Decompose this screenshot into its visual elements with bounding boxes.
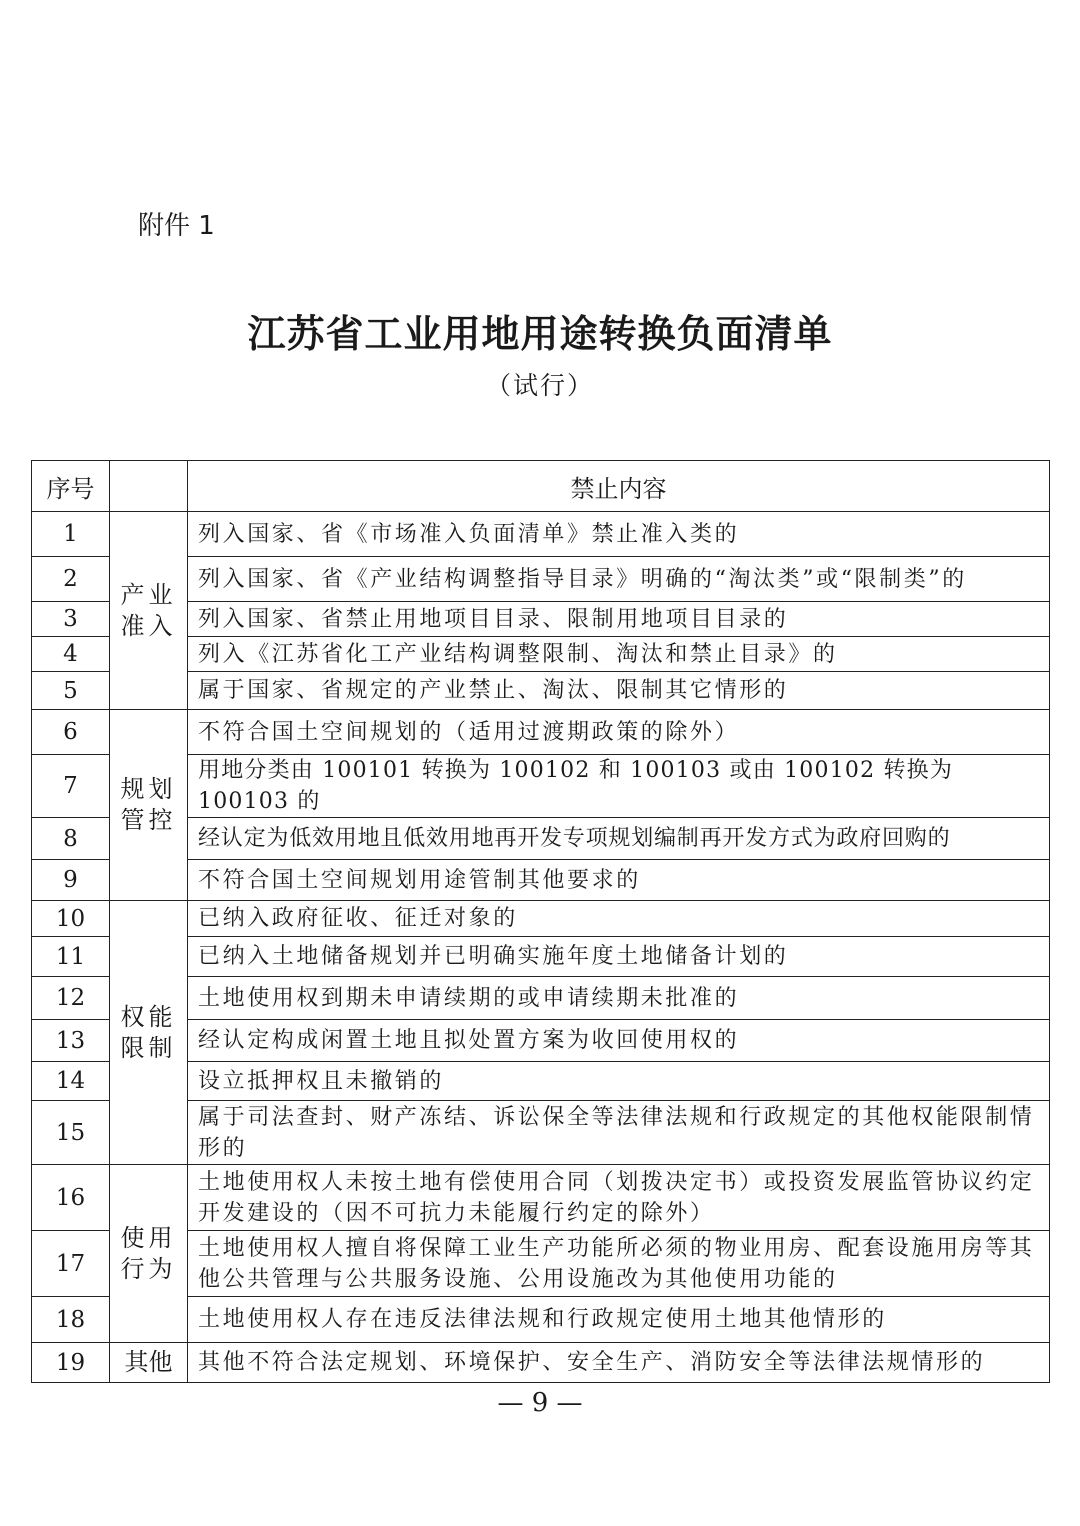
row-number: 2 [32, 557, 110, 602]
row-number: 9 [32, 860, 110, 901]
row-number: 17 [32, 1231, 110, 1297]
table-row [32, 1343, 1050, 1383]
row-content: 已纳入政府征收、征迁对象的 [188, 901, 1050, 937]
row-number: 5 [32, 672, 110, 710]
page-number: — 9 — [497, 1388, 583, 1418]
table-row [32, 901, 1050, 937]
row-content: 列入《江苏省化工产业结构调整限制、淘汰和禁止目录》的 [188, 637, 1050, 672]
row-content: 设立抵押权且未撤销的 [188, 1062, 1050, 1101]
row-content: 经认定构成闲置土地且拟处置方案为收回使用权的 [188, 1020, 1050, 1062]
row-content: 属于司法查封、财产冻结、诉讼保全等法律法规和行政规定的其他权能限制情形的 [188, 1101, 1050, 1165]
row-content: 属于国家、省规定的产业禁止、淘汰、限制其它情形的 [188, 672, 1050, 710]
row-number: 18 [32, 1297, 110, 1343]
row-content: 不符合国土空间规划用途管制其他要求的 [188, 860, 1050, 901]
row-content: 土地使用权人擅自将保障工业生产功能所必须的物业用房、配套设施用房等其他公共管理与公共服务设施、公用设施改为其他使用功能的 [188, 1231, 1050, 1297]
table-row [32, 512, 1050, 557]
category-usage-behavior [110, 1165, 188, 1343]
row-number: 16 [32, 1165, 110, 1231]
table-row [32, 710, 1050, 755]
row-number: 11 [32, 937, 110, 977]
category-other: 其他 [110, 1343, 188, 1383]
row-number: 13 [32, 1020, 110, 1062]
row-content: 经认定为低效用地且低效用地再开发专项规划编制再开发方式为政府回购的 [188, 818, 1050, 860]
category-label: 规划管控 [120, 775, 177, 834]
row-content: 用地分类由 100101 转换为 100102 和 100103 或由 100102 转换为 100103 的 [188, 755, 1050, 818]
row-content: 土地使用权到期未申请续期的或申请续期未批准的 [188, 977, 1050, 1020]
row-content: 已纳入土地储备规划并已明确实施年度土地储备计划的 [188, 937, 1050, 977]
row-content: 列入国家、省禁止用地项目目录、限制用地项目目录的 [188, 602, 1050, 637]
attachment-label: 附件 1 [138, 211, 215, 241]
row-content: 列入国家、省《市场准入负面清单》禁止准入类的 [188, 512, 1050, 557]
row-number: 8 [32, 818, 110, 860]
row-number: 7 [32, 755, 110, 818]
row-number: 4 [32, 637, 110, 672]
row-number: 6 [32, 710, 110, 755]
row-number: 14 [32, 1062, 110, 1101]
table-header-row [32, 461, 1050, 512]
document-title: 江苏省工业用地用途转换负面清单 [247, 312, 833, 356]
row-number: 3 [32, 602, 110, 637]
category-label: 使用行为 [120, 1223, 177, 1283]
header-category [110, 461, 188, 512]
row-content: 列入国家、省《产业结构调整指导目录》明确的“淘汰类”或“限制类”的 [188, 557, 1050, 602]
category-industry-access [110, 512, 188, 710]
header-serial-number: 序号 [32, 461, 110, 512]
negative-list-table [31, 460, 1050, 1383]
row-content: 土地使用权人未按土地有偿使用合同（划拨决定书）或投资发展监管协议约定开发建设的（因不可抗力未能履行约定的除外） [188, 1165, 1050, 1231]
row-content: 不符合国土空间规划的（适用过渡期政策的除外） [188, 710, 1050, 755]
header-prohibited-content: 禁止内容 [188, 461, 1050, 512]
row-number: 1 [32, 512, 110, 557]
row-content: 其他不符合法定规划、环境保护、安全生产、消防安全等法律法规情形的 [188, 1343, 1050, 1383]
row-content: 土地使用权人存在违反法律法规和行政规定使用土地其他情形的 [188, 1297, 1050, 1343]
category-rights-restriction [110, 901, 188, 1165]
row-number: 10 [32, 901, 110, 937]
category-label: 产业准入 [120, 580, 177, 640]
table-row [32, 1165, 1050, 1231]
document-subtitle: （试行） [485, 371, 594, 400]
row-number: 19 [32, 1343, 110, 1383]
row-number: 12 [32, 977, 110, 1020]
category-label: 权能限制 [120, 1002, 177, 1062]
category-planning-control [110, 710, 188, 901]
row-number: 15 [32, 1101, 110, 1165]
